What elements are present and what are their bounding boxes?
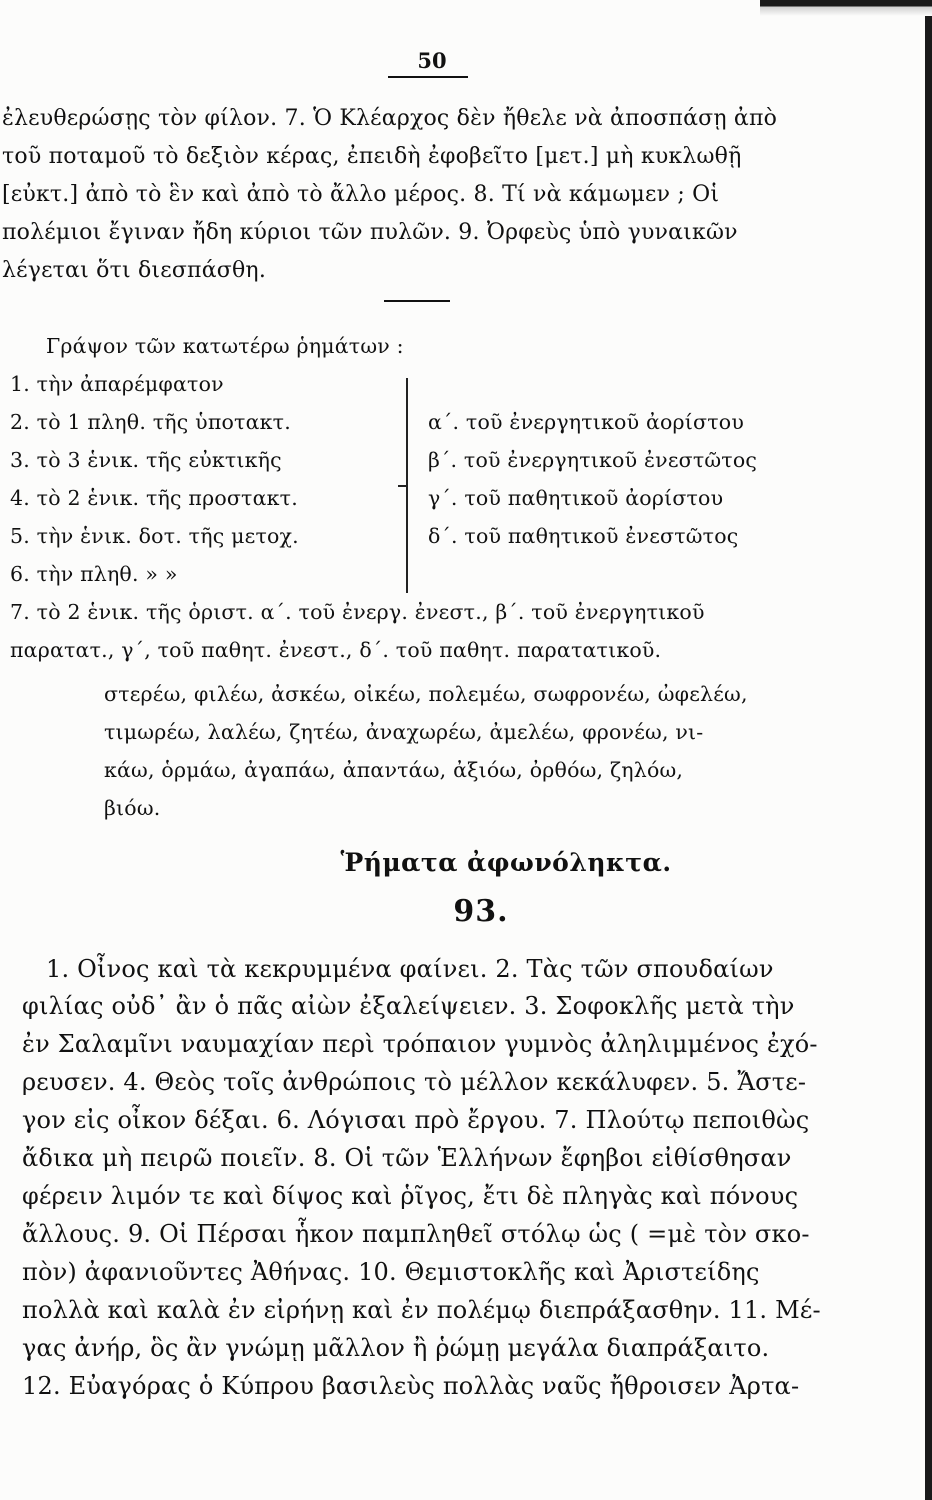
page-corner-shadow [760,0,932,16]
main-paragraph-line: γον εἰς οἶκον δέξαι. 6. Λόγισαι πρὸ ἔργου. 7. Πλούτῳ πεποιθὼς [22,1106,810,1134]
section-title: Ῥήματα ἀφωνόληκτα. [340,848,672,877]
page-number: 50 [417,48,447,73]
exercise-left-item: 4. τὸ 2 ἑνικ. τῆς προστακτ. [10,486,298,510]
main-paragraph-line: ἄδικα μὴ πειρῶ ποιεῖν. 8. Οἱ τῶν Ἑλλήνων ἔφηβοι εἰθίσθησαν [22,1144,792,1172]
section-number: 93. [453,894,509,929]
main-paragraph-line: φέρειν λιμόν τε καὶ δίψος καὶ ῥῖγος, ἔτι δὲ πληγὰς καὶ πόνους [22,1182,799,1210]
exercise-left-item: 2. τὸ 1 πληθ. τῆς ὑποτακτ. [10,410,291,434]
top-paragraph-line: ἐλευθερώσῃς τὸν φίλον. 7. Ὁ Κλέαρχος δὲν ἤθελε νὰ ἀποσπάσῃ ἀπὸ [2,106,778,131]
exercise-right-item: β΄. τοῦ ἐνεργητικοῦ ἐνεστῶτος [428,448,758,472]
main-paragraph-line: φιλίας οὐδ᾽ ἂν ὁ πᾶς αἰὼν ἐξαλείψειεν. 3. Σοφοκλῆς μετὰ τὴν [22,992,795,1020]
top-paragraph-line: τοῦ ποταμοῦ τὸ δεξιὸν κέρας, ἐπειδὴ ἐφοβεῖτο [μετ.] μὴ κυκλωθῇ [2,144,742,169]
main-paragraph-line: 1. Οἶνος καὶ τὰ κεκρυμμένα φαίνει. 2. Τὰς τῶν σπουδαίων [46,955,774,983]
exercise-left-item: 5. τὴν ἑνικ. δοτ. τῆς μετοχ. [10,524,299,548]
top-paragraph-line: πολέμιοι ἔγιναν ἤδη κύριοι τῶν πυλῶν. 9. Ὀρφεὺς ὑπὸ γυναικῶν [2,220,738,245]
top-paragraph-line: [εὐκτ.] ἀπὸ τὸ ἓν καὶ ἀπὸ τὸ ἄλλο μέρος. 8. Τί νὰ κάμωμεν ; Οἱ [2,182,720,207]
main-paragraph-line: ρευσεν. 4. Θεὸς τοῖς ἀνθρώποις τὸ μέλλον κεκάλυφεν. 5. Ἄστε- [22,1068,807,1096]
exercise-left-item: 3. τὸ 3 ἑνικ. τῆς εὐκτικῆς [10,448,282,472]
page-number-underline [388,76,468,78]
exercise-right-item: α΄. τοῦ ἐνεργητικοῦ ἀορίστου [428,410,744,434]
exercise-left-item: 1. τὴν ἀπαρέμφατον [10,372,224,396]
exercise-right-item: δ΄. τοῦ παθητικοῦ ἐνεστῶτος [428,524,739,548]
top-paragraph-line: λέγεται ὅτι διεσπάσθη. [2,258,267,283]
section-separator [384,300,450,302]
main-paragraph-line: πὸν) ἀφανιοῦντες Ἀθήνας. 10. Θεμιστοκλῆς καὶ Ἀριστείδης [22,1258,760,1286]
main-paragraph-line: ἐν Σαλαμῖνι ναυμαχίαν περὶ τρόπαιον γυμνὸς ἀληλιμμένος ἐχό- [22,1030,818,1058]
verb-list-line: τιμωρέω, λαλέω, ζητέω, ἀναχωρέω, ἀμελέω, φρονέω, νι- [104,720,704,744]
brace-tip [398,485,408,487]
main-paragraph-line: πολλὰ καὶ καλὰ ἐν εἰρήνῃ καὶ ἐν πολέμῳ διεπράξασθην. 11. Μέ- [22,1296,821,1324]
exercise-left-item: 6. τὴν πληθ. » » [10,562,178,586]
verb-list-line: βιόω. [104,796,161,820]
main-paragraph-line: 12. Εὐαγόρας ὁ Κύπρου βασιλεὺς πολλὰς ναῦς ἤθροισεν Ἀρτα- [22,1372,800,1400]
exercise-right-item: γ΄. τοῦ παθητικοῦ ἀορίστου [428,486,724,510]
verb-list-line: στερέω, φιλέω, ἀσκέω, οἰκέω, πολεμέω, σωφρονέω, ὠφελέω, [104,682,748,706]
exercise-item-7: παρατατ., γ΄, τοῦ παθητ. ἐνεστ., δ΄. τοῦ παθητ. παρατατικοῦ. [10,638,662,662]
page-edge-shadow [925,0,932,1500]
exercise-instruction: Γράψον τῶν κατωτέρω ῥημάτων : [46,334,404,358]
main-paragraph-line: ἄλλους. 9. Οἱ Πέρσαι ἧκον παμπληθεῖ στόλῳ ὡς ( =μὲ τὸν σκο- [22,1220,810,1248]
main-paragraph-line: γας ἀνήρ, ὃς ἂν γνώμῃ μᾶλλον ἢ ῥώμῃ μεγάλα διαπράξαιτο. [22,1334,770,1362]
verb-list-line: κάω, ὁρμάω, ἀγαπάω, ἀπαντάω, ἀξιόω, ὀρθόω, ζηλόω, [104,758,684,782]
exercise-item-7: 7. τὸ 2 ἑνικ. τῆς ὁριστ. α΄. τοῦ ἐνεργ. ἐνεστ., β΄. τοῦ ἐνεργητικοῦ [10,600,705,624]
